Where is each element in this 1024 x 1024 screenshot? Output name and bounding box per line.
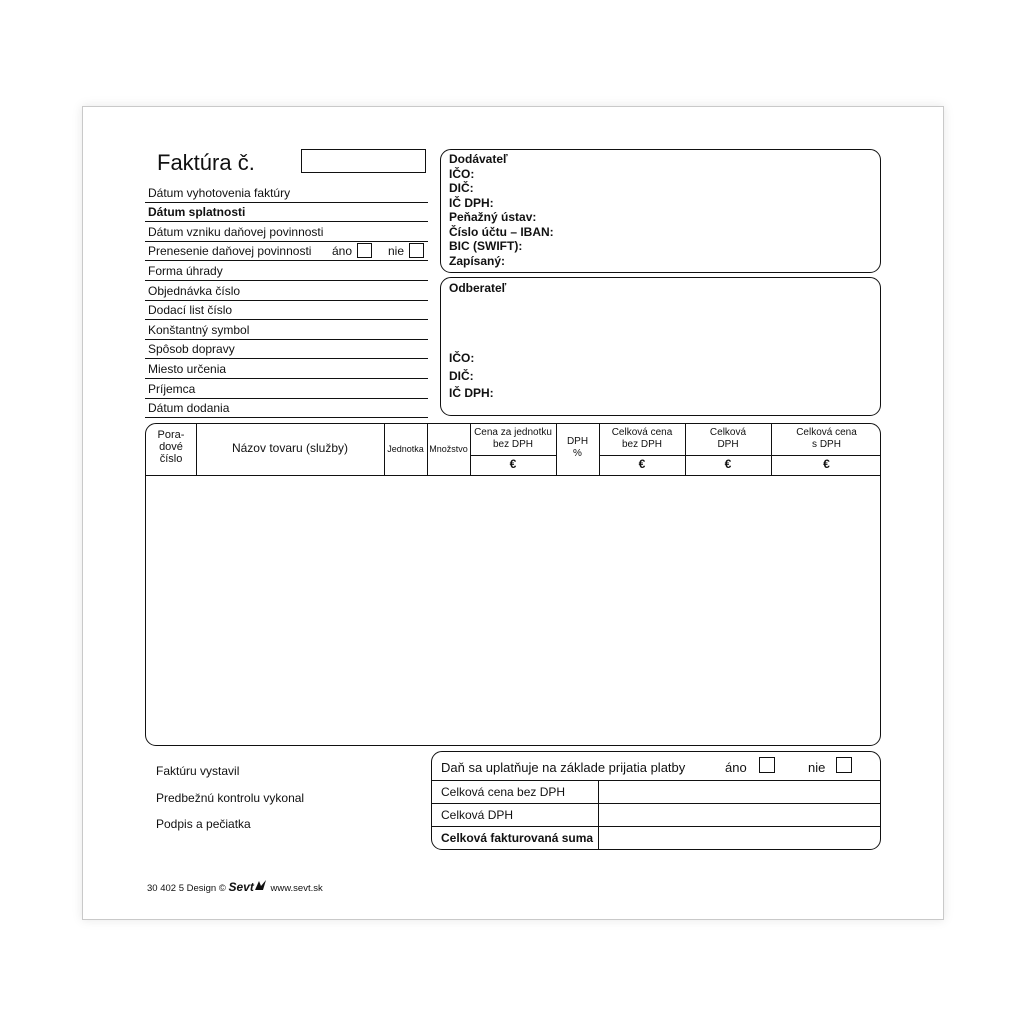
header-subline-price	[470, 455, 556, 456]
supplier-icdph: IČ DPH:	[449, 195, 494, 210]
field-label: Forma úhrady	[148, 263, 223, 278]
supplier-dic: DIČ:	[449, 181, 474, 195]
customer-ico: IČO:	[449, 351, 475, 365]
sevt-logo: Sevt	[228, 880, 254, 894]
field-label: Dátum splatnosti	[148, 205, 246, 220]
field-row[interactable]	[145, 359, 428, 379]
field-row[interactable]	[145, 281, 428, 301]
footer-url: www.sevt.sk	[270, 883, 323, 894]
field-label: Dodací list číslo	[148, 303, 233, 318]
header-qty: Množstvo	[429, 444, 468, 454]
field-label: Konštantný symbol	[148, 322, 250, 337]
invoice-title: Faktúra č.	[157, 150, 255, 175]
header-unit: Jednotka	[387, 444, 424, 454]
summary-row	[432, 780, 880, 803]
header-total-vat: Celková DPH	[709, 427, 747, 450]
reverse-charge-no-label: nie	[388, 244, 405, 259]
signature-stamp-label: Podpis a pečiatka	[156, 817, 251, 831]
items-table	[145, 423, 881, 746]
tax-yes-checkbox[interactable]	[759, 757, 775, 773]
reverse-charge-no-checkbox[interactable]	[409, 243, 424, 258]
supplier-iban: Číslo účtu – IBAN:	[449, 224, 554, 239]
summary-total-net-field[interactable]	[598, 781, 599, 803]
field-label: Dátum vyhotovenia faktúry	[148, 185, 291, 200]
summary-total-vat-field[interactable]	[598, 804, 599, 826]
field-row[interactable]	[145, 222, 428, 242]
supplier-lines	[449, 152, 554, 268]
summary-total-vat-label: Celková DPH	[441, 808, 514, 822]
currency-total-vat: €	[724, 457, 732, 471]
customer-box	[440, 277, 881, 416]
field-label: Objednávka číslo	[148, 283, 241, 298]
summary-grand-total-field[interactable]	[598, 827, 599, 849]
supplier-registered: Zapísaný:	[449, 253, 506, 268]
customer-lines	[449, 350, 494, 403]
bird-icon	[254, 883, 268, 894]
tax-note: Daň sa uplatňuje na základe prijatia platby	[441, 760, 686, 775]
customer-title: Odberateľ	[449, 281, 507, 295]
header-total-gross: Celková cena s DPH	[796, 427, 857, 450]
supplier-bic: BIC (SWIFT):	[449, 239, 523, 253]
header-unit-price: Cena za jednotku bez DPH	[474, 427, 552, 450]
field-label: Prenesenie daňovej povinnosti	[148, 244, 312, 259]
field-row[interactable]	[145, 379, 428, 399]
reverse-charge-yes-checkbox[interactable]	[357, 243, 372, 258]
field-label: Dátum dodania	[148, 401, 230, 416]
field-row[interactable]	[145, 320, 428, 340]
currency-unit-price: €	[509, 457, 517, 471]
summary-grand-total-label: Celková fakturovaná suma	[441, 831, 594, 845]
summary-row	[432, 826, 880, 849]
field-label: Miesto určenia	[148, 361, 227, 376]
checked-by-label: Predbežnú kontrolu vykonal	[156, 791, 305, 805]
field-label: Príjemca	[148, 381, 196, 396]
field-row[interactable]	[145, 340, 428, 360]
header-name: Názov tovaru (služby)	[231, 441, 349, 455]
header-vat: DPH %	[566, 436, 589, 459]
header-total-net: Celková cena bez DPH	[611, 427, 673, 450]
header-order: Pora- dové číslo	[157, 429, 185, 465]
footer	[147, 879, 323, 894]
header-subline-totals	[599, 455, 881, 456]
field-row[interactable]	[145, 183, 428, 203]
customer-dic: DIČ:	[449, 368, 474, 383]
table-header-bottom	[146, 475, 880, 476]
field-row[interactable]	[145, 242, 428, 262]
tax-yes-label: áno	[725, 760, 747, 775]
currency-total-net: €	[638, 457, 646, 471]
summary-box	[431, 751, 881, 850]
field-label: Dátum vzniku daňovej povinnosti	[148, 224, 324, 239]
field-label: Spôsob dopravy	[148, 342, 235, 357]
field-row[interactable]	[145, 301, 428, 321]
field-row[interactable]	[145, 261, 428, 281]
customer-icdph: IČ DPH:	[449, 386, 494, 400]
summary-total-net-label: Celková cena bez DPH	[441, 785, 566, 799]
tax-no-label: nie	[808, 760, 826, 775]
summary-row	[432, 803, 880, 826]
supplier-title: Dodávateľ	[449, 152, 508, 166]
supplier-ico: IČO:	[449, 166, 475, 181]
issued-by-label: Faktúru vystavil	[156, 764, 240, 778]
tax-no-checkbox[interactable]	[836, 757, 852, 773]
field-row[interactable]	[145, 399, 428, 419]
footer-code: 30 402 5 Design ©	[147, 883, 226, 894]
currency-total-gross: €	[823, 457, 830, 471]
supplier-bank: Peňažný ústav:	[449, 210, 537, 224]
reverse-charge-yes-label: áno	[332, 244, 353, 259]
invoice-number-field[interactable]	[301, 149, 426, 173]
field-row[interactable]	[145, 203, 428, 223]
